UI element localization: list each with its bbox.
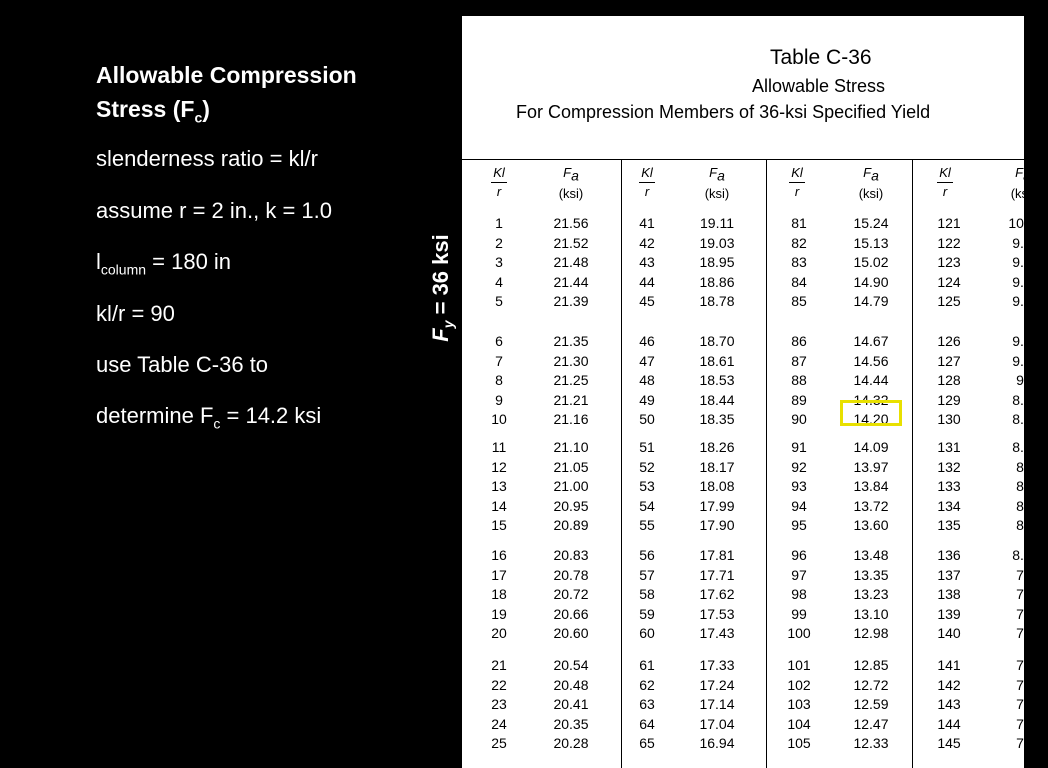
table-group xyxy=(930,438,968,536)
column-divider-2 xyxy=(766,159,767,768)
yield-value: = 36 ksi xyxy=(427,234,453,321)
table-cell: 13.48 xyxy=(853,547,889,563)
table-cell: 21.25 xyxy=(553,372,589,389)
slide-heading xyxy=(96,58,426,135)
table-cell: 58 xyxy=(639,586,655,603)
table-cell: 14.67 xyxy=(853,333,889,349)
table-cell: 8. xyxy=(1016,458,1028,475)
table-cell: 132 xyxy=(937,458,961,475)
table-cell: 13.10 xyxy=(853,605,889,622)
table-group xyxy=(780,656,818,754)
table-cell: 91 xyxy=(791,439,807,455)
table-group xyxy=(1002,214,1042,312)
table-cell: 62 xyxy=(639,676,655,693)
table-cell: 126 xyxy=(937,333,961,349)
table-cell: 82 xyxy=(791,234,807,251)
table-cell: 1 xyxy=(495,215,503,231)
table-cell: 20.95 xyxy=(553,497,589,514)
table-cell: 145 xyxy=(937,735,961,752)
table-cell: 17.43 xyxy=(699,625,735,642)
table-cell: 92 xyxy=(791,458,807,475)
fa-header-2-ksi: (ksi) xyxy=(704,185,730,201)
table-cell: 8.8 xyxy=(1012,411,1032,428)
table-cell: 8. xyxy=(1016,478,1028,495)
table-cell: 18 xyxy=(491,586,507,603)
table-cell: 15.02 xyxy=(853,254,889,271)
table-cell: 21.21 xyxy=(553,391,589,408)
table-cell: 20.66 xyxy=(553,605,589,622)
use-table-line: use Table C-36 to xyxy=(96,352,269,377)
table-cell: 21.35 xyxy=(553,333,589,349)
kl-header-3-top: Kl xyxy=(791,165,803,180)
yield-f: F xyxy=(427,328,453,342)
table-cell: 13.97 xyxy=(853,458,889,475)
table-cell: 9. xyxy=(1016,372,1028,389)
table-cell: 14.56 xyxy=(853,352,889,369)
table-cell: 97 xyxy=(791,566,807,583)
table-cell: 104 xyxy=(787,715,811,732)
kl-header-2 xyxy=(634,164,660,201)
table-cell: 19.03 xyxy=(699,234,735,251)
table-group xyxy=(630,332,664,430)
table-cell: 20.48 xyxy=(553,676,589,693)
table-cell: 14.20 xyxy=(853,411,889,428)
table-cell: 12.85 xyxy=(853,657,889,673)
table-title: Table C-36 xyxy=(770,46,872,69)
table-cell: 20.89 xyxy=(553,517,589,534)
table-cell: 102 xyxy=(787,676,811,693)
fa-header-4 xyxy=(998,164,1048,203)
table-cell: 12.33 xyxy=(853,735,889,752)
table-cell: 141 xyxy=(937,657,961,673)
table-group xyxy=(544,546,598,644)
fa-header-1-ksi: (ksi) xyxy=(558,185,584,201)
table-cell: 15.24 xyxy=(853,215,889,231)
table-cell: 18.70 xyxy=(699,333,735,349)
table-cell: 17.14 xyxy=(699,696,735,713)
table-cell: 133 xyxy=(937,478,961,495)
table-cell: 21.05 xyxy=(553,458,589,475)
column-length-value: = 180 in xyxy=(146,249,232,274)
table-cell: 128 xyxy=(937,372,961,389)
table-group xyxy=(630,438,664,536)
table-cell: 7. xyxy=(1016,735,1028,752)
table-cell: 93 xyxy=(791,478,807,495)
table-cell: 137 xyxy=(937,566,961,583)
kl-header-4-top: Kl xyxy=(939,165,951,180)
table-cell: 122 xyxy=(937,234,961,251)
table-group xyxy=(690,546,744,644)
yield-stress-label xyxy=(428,234,456,342)
column-length-l: l xyxy=(96,249,101,274)
table-cell: 101 xyxy=(787,657,811,673)
table-cell: 124 xyxy=(937,273,961,290)
fa-header-2 xyxy=(692,164,742,203)
table-cell: 134 xyxy=(937,497,961,514)
table-cell: 14.90 xyxy=(853,273,889,290)
table-cell: 12.59 xyxy=(853,696,889,713)
table-cell: 21.56 xyxy=(553,215,589,231)
table-cell: 17.33 xyxy=(699,657,735,673)
table-cell: 100 xyxy=(787,625,811,642)
table-group xyxy=(690,214,744,312)
table-group xyxy=(544,438,598,536)
table-cell: 3 xyxy=(495,254,503,271)
kl-header-3 xyxy=(784,164,810,201)
table-cell: 54 xyxy=(639,497,655,514)
table-cell: 23 xyxy=(491,696,507,713)
table-cell: 20.54 xyxy=(553,657,589,673)
table-cell: 84 xyxy=(791,273,807,290)
table-cell: 15.13 xyxy=(853,234,889,251)
table-cell: 14.44 xyxy=(853,372,889,389)
table-cell: 22 xyxy=(491,676,507,693)
table-cell: 25 xyxy=(491,735,507,752)
table-group xyxy=(1002,546,1042,644)
table-cell: 130 xyxy=(937,411,961,428)
table-cell: 48 xyxy=(639,372,655,389)
table-cell: 61 xyxy=(639,657,655,673)
kl-header-4-r: r xyxy=(942,184,948,199)
table-subtitle-2: For Compression Members of 36-ksi Specified Yield xyxy=(516,102,931,122)
klr-line: kl/r = 90 xyxy=(96,301,175,326)
table-cell: 20.35 xyxy=(553,715,589,732)
table-cell: 13.60 xyxy=(853,517,889,534)
table-cell: 2 xyxy=(495,234,503,251)
table-cell: 99 xyxy=(791,605,807,622)
table-cell: 125 xyxy=(937,293,961,310)
kl-header-1-top: Kl xyxy=(493,165,505,180)
kl-header-2-r: r xyxy=(644,184,650,199)
table-cell: 17.04 xyxy=(699,715,735,732)
table-cell: 20.60 xyxy=(553,625,589,642)
table-cell: 18.53 xyxy=(699,372,735,389)
table-cell: 18.08 xyxy=(699,478,735,495)
table-cell: 21.00 xyxy=(553,478,589,495)
table-cell: 20.78 xyxy=(553,566,589,583)
table-cell: 9.3 xyxy=(1012,352,1032,369)
table-cell: 60 xyxy=(639,625,655,642)
table-cell: 16 xyxy=(491,547,507,563)
table-cell: 17.99 xyxy=(699,497,735,514)
heading-line-2-sub: c xyxy=(194,109,203,126)
table-group xyxy=(690,332,744,430)
table-cell: 13.84 xyxy=(853,478,889,495)
table-cell: 20.83 xyxy=(553,547,589,563)
fa-header-1-top: $F_a$ xyxy=(563,165,579,184)
table-group xyxy=(844,214,898,312)
table-cell: 4 xyxy=(495,273,503,290)
table-cell: 9.5 xyxy=(1012,293,1032,310)
table-group xyxy=(690,656,744,754)
table-cell: 88 xyxy=(791,372,807,389)
fa-header-2-top: $F_a$ xyxy=(709,165,725,184)
table-top-rule xyxy=(462,159,1024,160)
table-cell: 11 xyxy=(491,439,507,455)
table-cell: 44 xyxy=(639,273,655,290)
column-divider-3 xyxy=(912,159,913,768)
fa-header-4-top: $F_a$ xyxy=(1015,165,1031,184)
table-cell: 8.7 xyxy=(1012,439,1032,455)
table-group xyxy=(690,438,744,536)
table-cell: 13.72 xyxy=(853,497,889,514)
table-cell: 94 xyxy=(791,497,807,514)
table-cell: 81 xyxy=(791,215,807,231)
table-cell: 9.8 xyxy=(1012,254,1032,271)
table-cell: 46 xyxy=(639,333,655,349)
column-length-sub: column xyxy=(100,261,147,278)
table-cell: 8.9 xyxy=(1012,391,1032,408)
table-cell: 45 xyxy=(639,293,655,310)
table-group xyxy=(1002,438,1042,536)
table-cell: 18.86 xyxy=(699,273,735,290)
table-cell: 17.53 xyxy=(699,605,735,622)
table-group xyxy=(1002,332,1042,430)
table-cell: 121 xyxy=(937,215,961,231)
table-group xyxy=(544,656,598,754)
table-cell: 18.44 xyxy=(699,391,735,408)
table-cell: 18.35 xyxy=(699,411,735,428)
table-group xyxy=(544,332,598,430)
assume-line: assume r = 2 in., k = 1.0 xyxy=(96,198,333,223)
table-cell: 17.24 xyxy=(699,676,735,693)
table-group xyxy=(482,546,516,644)
table-cell: 18.78 xyxy=(699,293,735,310)
table-cell: 63 xyxy=(639,696,655,713)
highlighted-cell-box xyxy=(840,400,902,426)
table-cell: 21.10 xyxy=(553,439,589,455)
table-cell: 14.32 xyxy=(853,391,889,408)
fa-header-3 xyxy=(846,164,896,203)
table-cell: 144 xyxy=(937,715,961,732)
table-cell: 9 xyxy=(495,391,503,408)
table-cell: 10.7 xyxy=(1008,215,1036,231)
table-cell: 53 xyxy=(639,478,655,495)
table-cell: 19 xyxy=(491,605,507,622)
table-group xyxy=(844,438,898,536)
table-cell: 43 xyxy=(639,254,655,271)
table-cell: 7. xyxy=(1016,657,1028,673)
table-cell: 17.90 xyxy=(699,517,735,534)
table-cell: 7 xyxy=(495,352,503,369)
table-cell: 13 xyxy=(491,478,507,495)
table-cell: 87 xyxy=(791,352,807,369)
table-cell: 12.98 xyxy=(853,625,889,642)
table-group xyxy=(780,438,818,536)
table-cell: 10 xyxy=(491,411,507,428)
table-cell: 96 xyxy=(791,547,807,563)
table-cell: 20.72 xyxy=(553,586,589,603)
table-cell: 142 xyxy=(937,676,961,693)
table-cell: 59 xyxy=(639,605,655,622)
table-group xyxy=(1002,656,1042,754)
table-cell: 8. xyxy=(1016,497,1028,514)
table-cell: 136 xyxy=(937,547,961,563)
table-cell: 20 xyxy=(491,625,507,642)
table-cell: 17.81 xyxy=(699,547,735,563)
table-cell: 16.94 xyxy=(699,735,735,752)
table-cell: 86 xyxy=(791,333,807,349)
table-cell: 15 xyxy=(491,517,507,534)
determine-line xyxy=(96,403,321,431)
kl-header-3-r: r xyxy=(794,184,800,199)
table-cell: 47 xyxy=(639,352,655,369)
table-cell: 17.71 xyxy=(699,566,735,583)
table-cell: 19.11 xyxy=(700,215,734,231)
table-cell: 14.79 xyxy=(853,293,889,310)
table-cell: 7. xyxy=(1016,625,1028,642)
table-cell: 24 xyxy=(491,715,507,732)
table-cell: 90 xyxy=(791,411,807,428)
table-cell: 18.95 xyxy=(699,254,735,271)
column-divider-1 xyxy=(621,159,622,768)
table-cell: 21.16 xyxy=(553,411,589,428)
table-cell: 21.48 xyxy=(553,254,589,271)
table-cell: 12.47 xyxy=(853,715,889,732)
table-cell: 21 xyxy=(491,657,507,673)
table-cell: 12.72 xyxy=(853,676,889,693)
heading-line-2 xyxy=(96,96,210,126)
determine-value: = 14.2 ksi xyxy=(220,403,322,428)
table-cell: 18.26 xyxy=(699,439,735,455)
table-cell: 41 xyxy=(639,215,655,231)
table-group xyxy=(482,332,516,430)
table-cell: 8. xyxy=(1016,517,1028,534)
table-cell: 8 xyxy=(495,372,503,389)
table-group xyxy=(482,438,516,536)
table-cell: 55 xyxy=(639,517,655,534)
table-cell: 20.41 xyxy=(553,696,589,713)
determine-sub: c xyxy=(213,415,221,432)
table-group xyxy=(844,656,898,754)
table-group xyxy=(930,546,968,644)
table-cell: 7. xyxy=(1016,605,1028,622)
fa-header-3-ksi: (ksi) xyxy=(858,185,884,201)
table-cell: 127 xyxy=(937,352,961,369)
heading-line-2-text: Stress (F xyxy=(96,96,195,122)
table-cell: 135 xyxy=(937,517,961,534)
table-cell: 51 xyxy=(639,439,655,455)
table-cell: 13.23 xyxy=(853,586,889,603)
fa-header-4-ksi: (ksi) xyxy=(1010,185,1036,201)
table-cell: 17.62 xyxy=(699,586,735,603)
table-group xyxy=(630,546,664,644)
table-cell: 42 xyxy=(639,234,655,251)
table-group xyxy=(780,332,818,430)
table-group xyxy=(630,656,664,754)
table-cell: 18.17 xyxy=(699,458,735,475)
table-group xyxy=(544,214,598,312)
kl-header-4 xyxy=(932,164,958,201)
slide-text-panel xyxy=(96,58,426,432)
kl-header-1 xyxy=(486,164,512,201)
table-subtitle-1: Allowable Stress xyxy=(752,76,886,96)
table-cell: 8.6 xyxy=(1012,547,1032,563)
table-cell: 123 xyxy=(937,254,961,271)
table-cell: 7. xyxy=(1016,696,1028,713)
table-cell: 105 xyxy=(787,735,811,752)
table-cell: 57 xyxy=(639,566,655,583)
table-cell: 139 xyxy=(937,605,961,622)
yield-sub: y xyxy=(440,320,457,329)
table-group xyxy=(844,546,898,644)
table-group xyxy=(482,656,516,754)
table-cell: 21.52 xyxy=(553,234,589,251)
table-group xyxy=(780,214,818,312)
table-cell: 18.61 xyxy=(699,352,735,369)
table-cell: 12 xyxy=(491,458,507,475)
table-cell: 85 xyxy=(791,293,807,310)
determine-text: determine F xyxy=(96,403,214,428)
table-cell: 7. xyxy=(1016,676,1028,693)
slenderness-ratio-line: slenderness ratio = kl/r xyxy=(96,146,318,171)
table-cell: 7. xyxy=(1016,715,1028,732)
table-cell: 50 xyxy=(639,411,655,428)
table-cell: 140 xyxy=(937,625,961,642)
table-cell: 13.35 xyxy=(853,566,889,583)
table-cell: 14.09 xyxy=(853,439,889,455)
table-group xyxy=(780,546,818,644)
table-cell: 17 xyxy=(491,566,507,583)
table-cell: 143 xyxy=(937,696,961,713)
table-group xyxy=(482,214,516,312)
table-cell: 131 xyxy=(937,439,961,455)
table-cell: 21.39 xyxy=(553,293,589,310)
table-cell: 98 xyxy=(791,586,807,603)
kl-header-1-r: r xyxy=(496,184,502,199)
table-group xyxy=(630,214,664,312)
table-cell: 64 xyxy=(639,715,655,732)
kl-header-2-top: Kl xyxy=(641,165,653,180)
column-length-line xyxy=(96,249,231,277)
table-cell: 7. xyxy=(1016,566,1028,583)
table-cell: 7. xyxy=(1016,586,1028,603)
table-cell: 21.44 xyxy=(553,273,589,290)
table-cell: 83 xyxy=(791,254,807,271)
table-cell: 5 xyxy=(495,293,503,310)
table-cell: 9.5 xyxy=(1012,234,1032,251)
table-c36-page xyxy=(462,16,1036,768)
fa-header-3-top: $F_a$ xyxy=(863,165,879,184)
table-cell: 14 xyxy=(491,497,507,514)
table-cell: 129 xyxy=(937,391,961,408)
heading-line-2-close: ) xyxy=(202,96,210,122)
table-group xyxy=(930,332,968,430)
table-cell: 6 xyxy=(495,333,503,349)
heading-line-1: Allowable Compression xyxy=(96,62,357,88)
table-cell: 89 xyxy=(791,391,807,408)
table-cell: 9.7 xyxy=(1012,273,1032,290)
table-cell: 65 xyxy=(639,735,655,752)
table-cell: 52 xyxy=(639,458,655,475)
table-cell: 21.30 xyxy=(553,352,589,369)
table-cell: 20.28 xyxy=(553,735,589,752)
fa-header-1 xyxy=(546,164,596,203)
table-cell: 103 xyxy=(787,696,811,713)
table-cell: 56 xyxy=(639,547,655,563)
table-group xyxy=(930,214,968,312)
table-cell: 9.4 xyxy=(1012,333,1032,349)
table-group xyxy=(930,656,968,754)
table-cell: 138 xyxy=(937,586,961,603)
table-cell: 49 xyxy=(639,391,655,408)
table-cell: 95 xyxy=(791,517,807,534)
